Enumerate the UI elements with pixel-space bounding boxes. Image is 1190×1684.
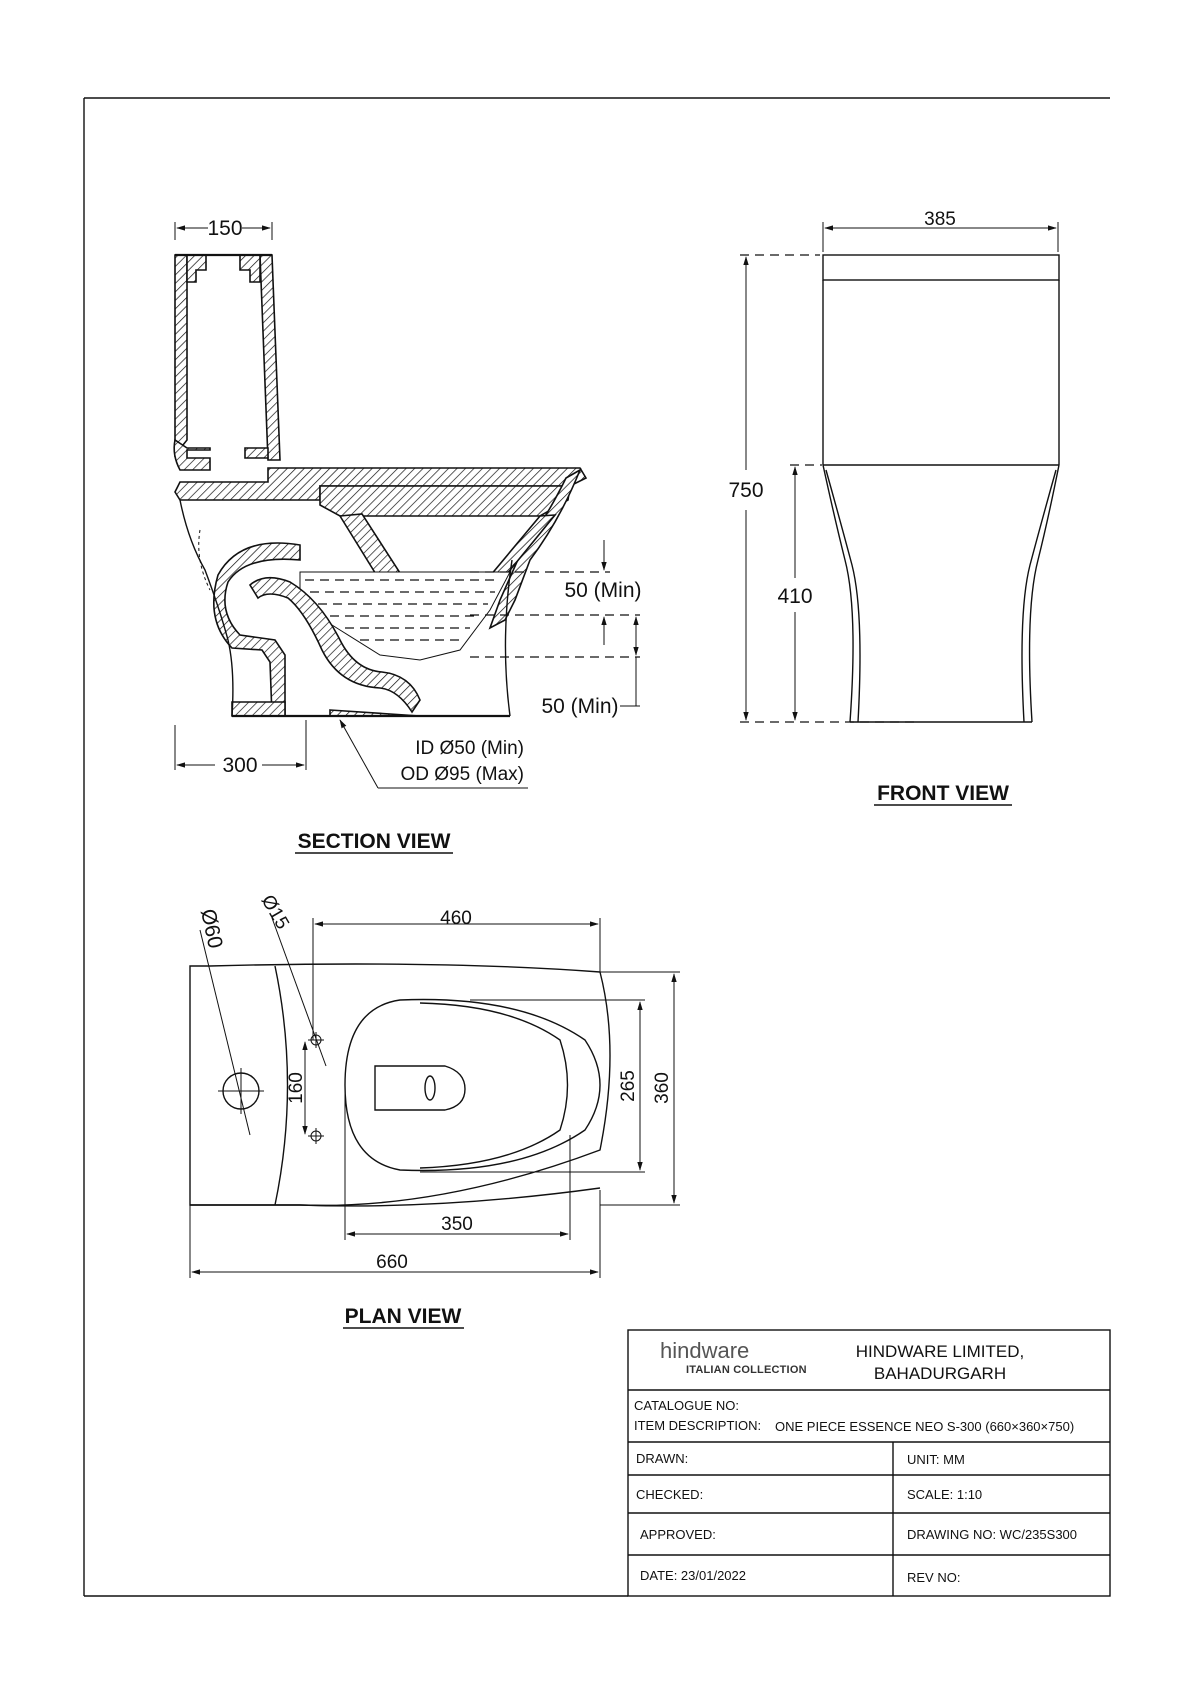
front-bowl-left	[823, 465, 853, 722]
trapway-outer	[214, 543, 300, 716]
checked-field: CHECKED:	[636, 1487, 704, 1502]
plan-view	[190, 891, 680, 1328]
svg-text:50 (Min): 50 (Min)	[564, 579, 642, 602]
svg-text:ID Ø50 (Min): ID Ø50 (Min)	[415, 738, 524, 759]
cistern-base-left	[174, 440, 210, 470]
cistern-right-wall	[260, 255, 280, 460]
catalogue-no: CATALOGUE NO:	[634, 1398, 739, 1413]
scale-field: SCALE: 1:10	[907, 1487, 983, 1502]
cistern-base-right	[245, 448, 268, 458]
svg-text:360: 360	[652, 1072, 673, 1104]
outlet-leader	[340, 720, 528, 788]
svg-text:150: 150	[207, 217, 243, 240]
hindware-logo	[660, 1338, 807, 1376]
svg-text:460: 460	[440, 908, 472, 929]
section-view-title: SECTION VIEW	[297, 830, 451, 853]
dim-150	[175, 217, 272, 240]
company-name: HINDWARE LIMITED,	[855, 1342, 1025, 1361]
dia-60	[196, 907, 250, 1135]
rev-no-field: REV NO:	[907, 1570, 961, 1585]
dim-385	[823, 209, 1058, 252]
svg-text:Ø60: Ø60	[195, 906, 227, 951]
plan-bowl-inner	[420, 1003, 568, 1168]
svg-text:160: 160	[286, 1072, 307, 1104]
svg-text:385: 385	[924, 209, 956, 230]
item-description-value: ONE PIECE ESSENCE NEO S-300 (660×360×750)	[775, 1419, 1075, 1434]
dim-160	[286, 1042, 307, 1134]
svg-text:ITALIAN COLLECTION: ITALIAN COLLECTION	[686, 1364, 807, 1376]
dim-410	[777, 465, 822, 720]
front-cistern	[823, 255, 1059, 280]
title-block	[628, 1330, 1110, 1596]
front-bowl-right	[1030, 465, 1059, 722]
svg-text:50 (Min): 50 (Min)	[541, 695, 619, 718]
item-description-label: ITEM DESCRIPTION:	[634, 1418, 762, 1433]
cistern-top-right-lug	[240, 255, 260, 282]
dim-300	[175, 720, 306, 777]
dim-750	[728, 255, 915, 722]
svg-text:410: 410	[777, 585, 813, 608]
company-location: BAHADURGARH	[873, 1364, 1007, 1383]
dim-water-seal	[470, 540, 642, 718]
dim-460	[313, 908, 600, 1040]
drawn-field: DRAWN:	[636, 1451, 689, 1466]
svg-text:350: 350	[441, 1214, 473, 1235]
front-view-title: FRONT VIEW	[877, 782, 1009, 805]
svg-text:265: 265	[618, 1070, 639, 1102]
svg-text:OD Ø95 (Max): OD Ø95 (Max)	[400, 764, 524, 785]
plan-view-title: PLAN VIEW	[344, 1305, 462, 1328]
cistern-left-wall	[175, 255, 187, 455]
section-view	[174, 217, 641, 853]
cistern-top-left-lug	[187, 255, 206, 282]
svg-text:hindware: hindware	[660, 1338, 750, 1363]
plan-outlet	[375, 1066, 465, 1110]
svg-text:Ø15: Ø15	[256, 891, 293, 934]
unit-field: UNIT: MM	[907, 1452, 965, 1467]
front-view	[728, 209, 1059, 805]
approved-field: APPROVED:	[640, 1527, 716, 1542]
plan-bowl-outer	[345, 1000, 600, 1171]
drawing-no-field: DRAWING NO: WC/235S300	[907, 1527, 1078, 1542]
bowl-rim	[320, 486, 570, 516]
date-field: DATE: 23/01/2022	[640, 1568, 746, 1583]
svg-text:750: 750	[728, 479, 764, 502]
svg-text:660: 660	[376, 1252, 408, 1273]
svg-text:300: 300	[222, 754, 258, 777]
base-foot	[232, 702, 285, 716]
